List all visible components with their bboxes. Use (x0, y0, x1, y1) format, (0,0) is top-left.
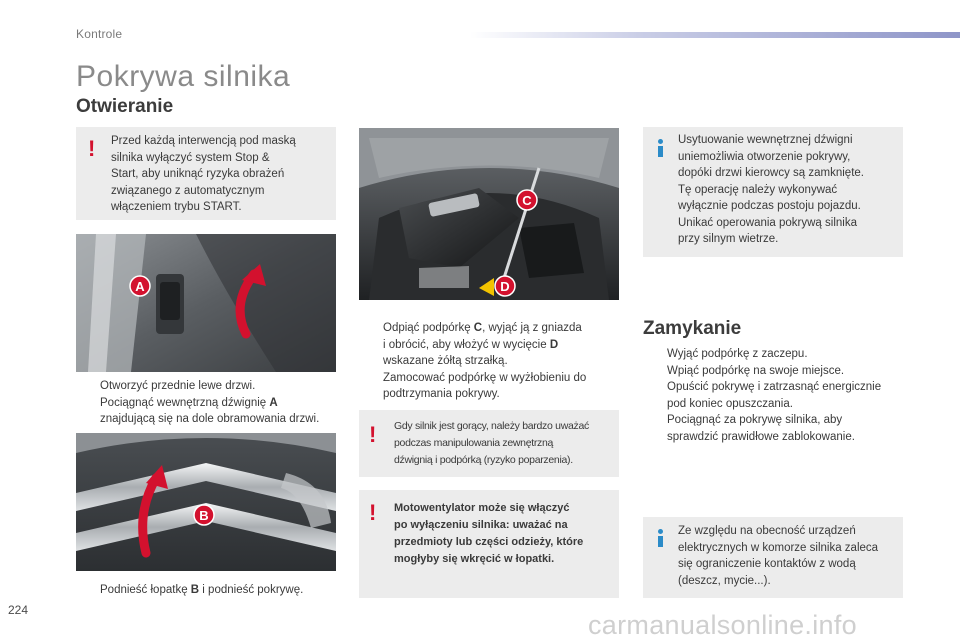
header-bar (470, 32, 960, 38)
warning-line: podczas manipulowania zewnętrzną (394, 437, 554, 449)
list-item: Odpiąć podpórkę C, wyjąć ją z gniazda i obrócić, aby włożyć w wycięcie D wskazane żółtą strzałką. (383, 322, 582, 367)
watermark: carmanualsonline.info (588, 610, 857, 640)
photo-interior-lever (76, 234, 336, 372)
warning-exclamation-icon: ! (88, 136, 96, 161)
info-line: przy silnym wietrze. (678, 233, 779, 245)
info-line: (deszcz, mycie...). (678, 574, 771, 587)
warning-exclamation-icon: ! (369, 500, 377, 525)
info-line: dopóki drzwi kierowcy są zamknięte. (678, 167, 864, 179)
info-line: się ograniczenie kontaktów z wodą (678, 558, 856, 570)
section-label: Kontrole (76, 27, 123, 41)
steps-opening-list (78, 378, 348, 428)
info-line: Unikać operowania pokrywą silnika (678, 216, 857, 229)
list-item: Wpiąć podpórkę na swoje miejsce. (667, 364, 845, 377)
warning-line: dźwignią i podpórką (ryzyko poparzenia). (394, 454, 573, 466)
list-item: Pociągnąć za pokrywę silnika, aby sprawdzić prawidłowe zablokowanie. (667, 414, 855, 443)
warning-line: związanego z automatycznym (111, 184, 265, 197)
info-line: Ze względu na obecność urządzeń (678, 525, 856, 537)
info-line: Tę operację należy wykonywać (678, 183, 838, 196)
callout-a-label: A (135, 279, 145, 294)
page-title: Pokrywa silnika (76, 60, 291, 93)
page-number: 224 (8, 603, 29, 617)
info-line: wyłącznie podczas postoju pojazdu. (678, 200, 861, 212)
subtitle-closing: Zamykanie (643, 318, 742, 339)
info-box-lever (643, 127, 903, 257)
list-item: Podnieść łopatkę B i podnieść pokrywę. (100, 584, 304, 596)
steps-closing-list (645, 346, 907, 445)
warning-line: Motowentylator może się włączyć (394, 502, 570, 514)
warning-line: włączeniem trybu START. (111, 201, 242, 213)
warning-line: przedmioty lub części odzieży, które (394, 536, 584, 548)
info-icon (655, 139, 665, 157)
warning-line: Przed każdą interwencją pod maską (111, 135, 296, 147)
list-item: Zamocować podpórkę w wyżłobieniu do podtrzymania pokrywy. (383, 371, 587, 400)
list-item: Opuścić pokrywę i zatrzasnąć energicznie pod koniec opuszczania. (667, 381, 882, 410)
photo-engine-bay (359, 128, 619, 300)
callout-c-label: C (522, 193, 532, 208)
info-box-electrical (643, 517, 903, 598)
warning-line: mogłyby się wkręcić w łopatki. (394, 553, 555, 565)
warning-box-stop-start (76, 127, 336, 220)
info-icon (655, 529, 665, 547)
list-item: Otworzyć przednie lewe drzwi. (100, 380, 256, 392)
warning-line: Start, aby uniknąć ryzyka obrażeń (111, 168, 285, 180)
warning-box-hot-engine (359, 410, 619, 477)
info-line: Usytuowanie wewnętrznej dźwigni (678, 134, 853, 146)
callout-b-label: B (199, 508, 209, 523)
list-item: Wyjąć podpórkę z zaczepu. (667, 348, 808, 360)
steps-lift-list (78, 582, 348, 599)
warning-line: Gdy silnik jest gorący, należy bardzo uważać (394, 420, 589, 432)
list-item: Pociągnąć wewnętrzną dźwignię A znajdującą się na dole obramowania drzwi. (100, 396, 320, 425)
warning-exclamation-icon: ! (369, 422, 377, 447)
subtitle-opening: Otwieranie (76, 96, 174, 117)
steps-prop-list (361, 320, 623, 403)
info-line: elektrycznych w komorze silnika zaleca (678, 541, 879, 554)
callout-d-label: D (500, 279, 510, 294)
warning-box-fan (359, 490, 619, 598)
warning-line: po wyłączeniu silnika: uważać na (394, 519, 568, 531)
info-line: uniemożliwia otworzenie pokrywy, (678, 150, 851, 163)
photo-front-grille-lever (76, 433, 336, 571)
warning-line: silnika wyłączyć system Stop & (111, 151, 270, 164)
